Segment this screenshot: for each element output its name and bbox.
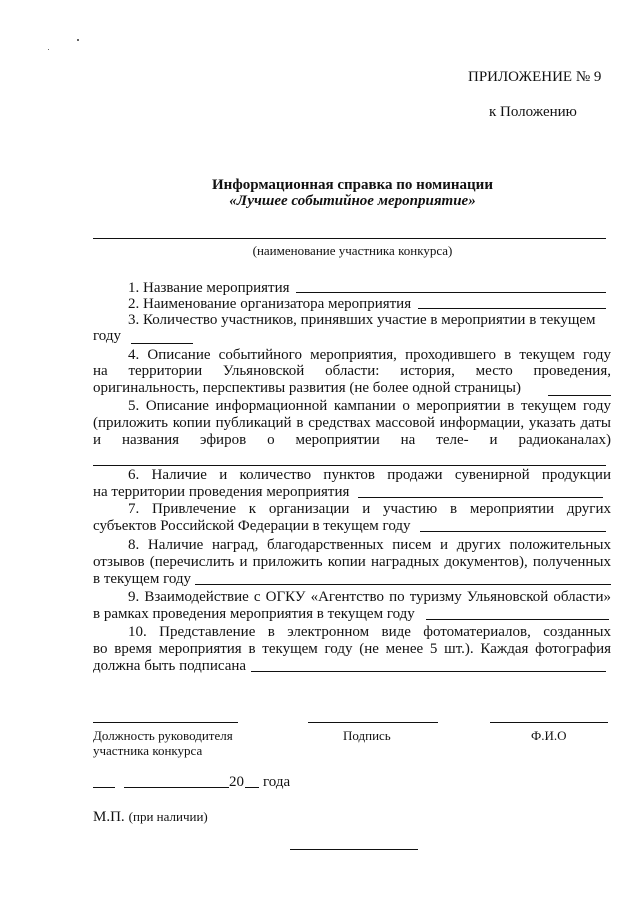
stamp-note: (при наличии)	[128, 809, 208, 824]
stamp-label: М.П.	[93, 809, 125, 825]
item-4-line-3: оригинальность, перспективы развития (не более одной страницы)	[93, 380, 521, 396]
signature-field[interactable]	[308, 722, 438, 723]
position-caption-line-1: Должность руководителя	[93, 728, 233, 743]
document-title: Информационная справка по номинации	[212, 177, 493, 193]
item-3-line-1: 3. Количество участников, принявших участие в мероприятии в текущем	[128, 312, 596, 328]
item-9-line-1: 9. Взаимодействие с ОГКУ «Агентство по туризму Ульяновской области»	[128, 589, 611, 605]
appendix-number: ПРИЛОЖЕНИЕ № 9	[468, 69, 602, 85]
document-subtitle: «Лучшее событийное мероприятие»	[229, 193, 476, 209]
stamp-place	[93, 808, 208, 827]
item-10-line-2: во время мероприятия в текущем году (не менее 5 шт.). Каждая фотография	[93, 641, 611, 657]
scan-speck	[77, 39, 79, 41]
item-6-line-2: на территории проведения мероприятия	[93, 484, 350, 500]
item-1-label: 1. Название мероприятия	[128, 280, 290, 296]
item-8-field[interactable]	[195, 568, 611, 585]
item-7-line-2: субъектов Российской Федерации в текущем году	[93, 518, 411, 534]
regulation-reference: к Положению	[489, 104, 577, 120]
item-7-field[interactable]	[420, 515, 606, 532]
item-7-line-1: 7. Привлечение к организации и участию в мероприятии других	[128, 501, 611, 517]
item-4-line-2: на территории Ульяновской области: история, место проведения,	[93, 363, 611, 379]
position-caption-line-2: участника конкурса	[93, 743, 203, 758]
fio-caption: Ф.И.О	[531, 728, 567, 743]
position-field[interactable]	[93, 722, 238, 723]
participant-caption: (наименование участника конкурса)	[252, 243, 453, 258]
item-5-line-1: 5. Описание информационной кампании о мероприятии в текущем году	[128, 398, 611, 414]
fio-field[interactable]	[490, 722, 608, 723]
item-8-line-3: в текущем году	[93, 571, 192, 587]
item-9-line-2: в рамках проведения мероприятия в текущем году	[93, 606, 415, 622]
item-6-line-1: 6. Наличие и количество пунктов продажи сувенирной продукции	[128, 467, 611, 483]
item-3-line-2: году	[93, 328, 121, 344]
date-year-prefix: 20	[229, 774, 244, 790]
item-10-line-3: должна быть подписана	[93, 658, 247, 674]
item-1-field[interactable]	[296, 276, 606, 293]
item-5-field[interactable]	[93, 449, 606, 466]
item-9-field[interactable]	[426, 603, 609, 620]
bottom-rule	[290, 849, 418, 850]
item-10-field[interactable]	[251, 655, 606, 672]
date-month-field[interactable]	[124, 771, 229, 788]
signature-caption: Подпись	[343, 728, 391, 743]
item-2-label: 2. Наименование организатора мероприятия	[128, 296, 412, 312]
date-year-word: года	[263, 774, 291, 790]
item-10-line-1: 10. Представление в электронном виде фотоматериалов, созданных	[128, 624, 611, 640]
item-8-line-1: 8. Наличие наград, благодарственных писем и других положительных	[128, 537, 611, 553]
item-6-field[interactable]	[358, 481, 603, 498]
scan-speck	[48, 49, 49, 50]
item-2-field[interactable]	[418, 292, 606, 309]
item-8-line-2: отзывов (перечислить и приложить копии наградных документов), полученных	[93, 554, 611, 570]
item-3-field[interactable]	[131, 327, 193, 344]
date-day-field[interactable]	[93, 771, 115, 788]
item-4-line-1: 4. Описание событийного мероприятия, проходившего в текущем году	[128, 347, 611, 363]
participant-name-field[interactable]	[93, 238, 606, 239]
date-year-field[interactable]	[245, 771, 259, 788]
item-5-line-3: и названия эфиров о мероприятии на теле- и радиоканалах)	[93, 432, 611, 448]
item-4-field[interactable]	[548, 379, 611, 396]
item-5-line-2: (приложить копии публикаций в средствах массовой информации, указать даты	[93, 415, 611, 431]
